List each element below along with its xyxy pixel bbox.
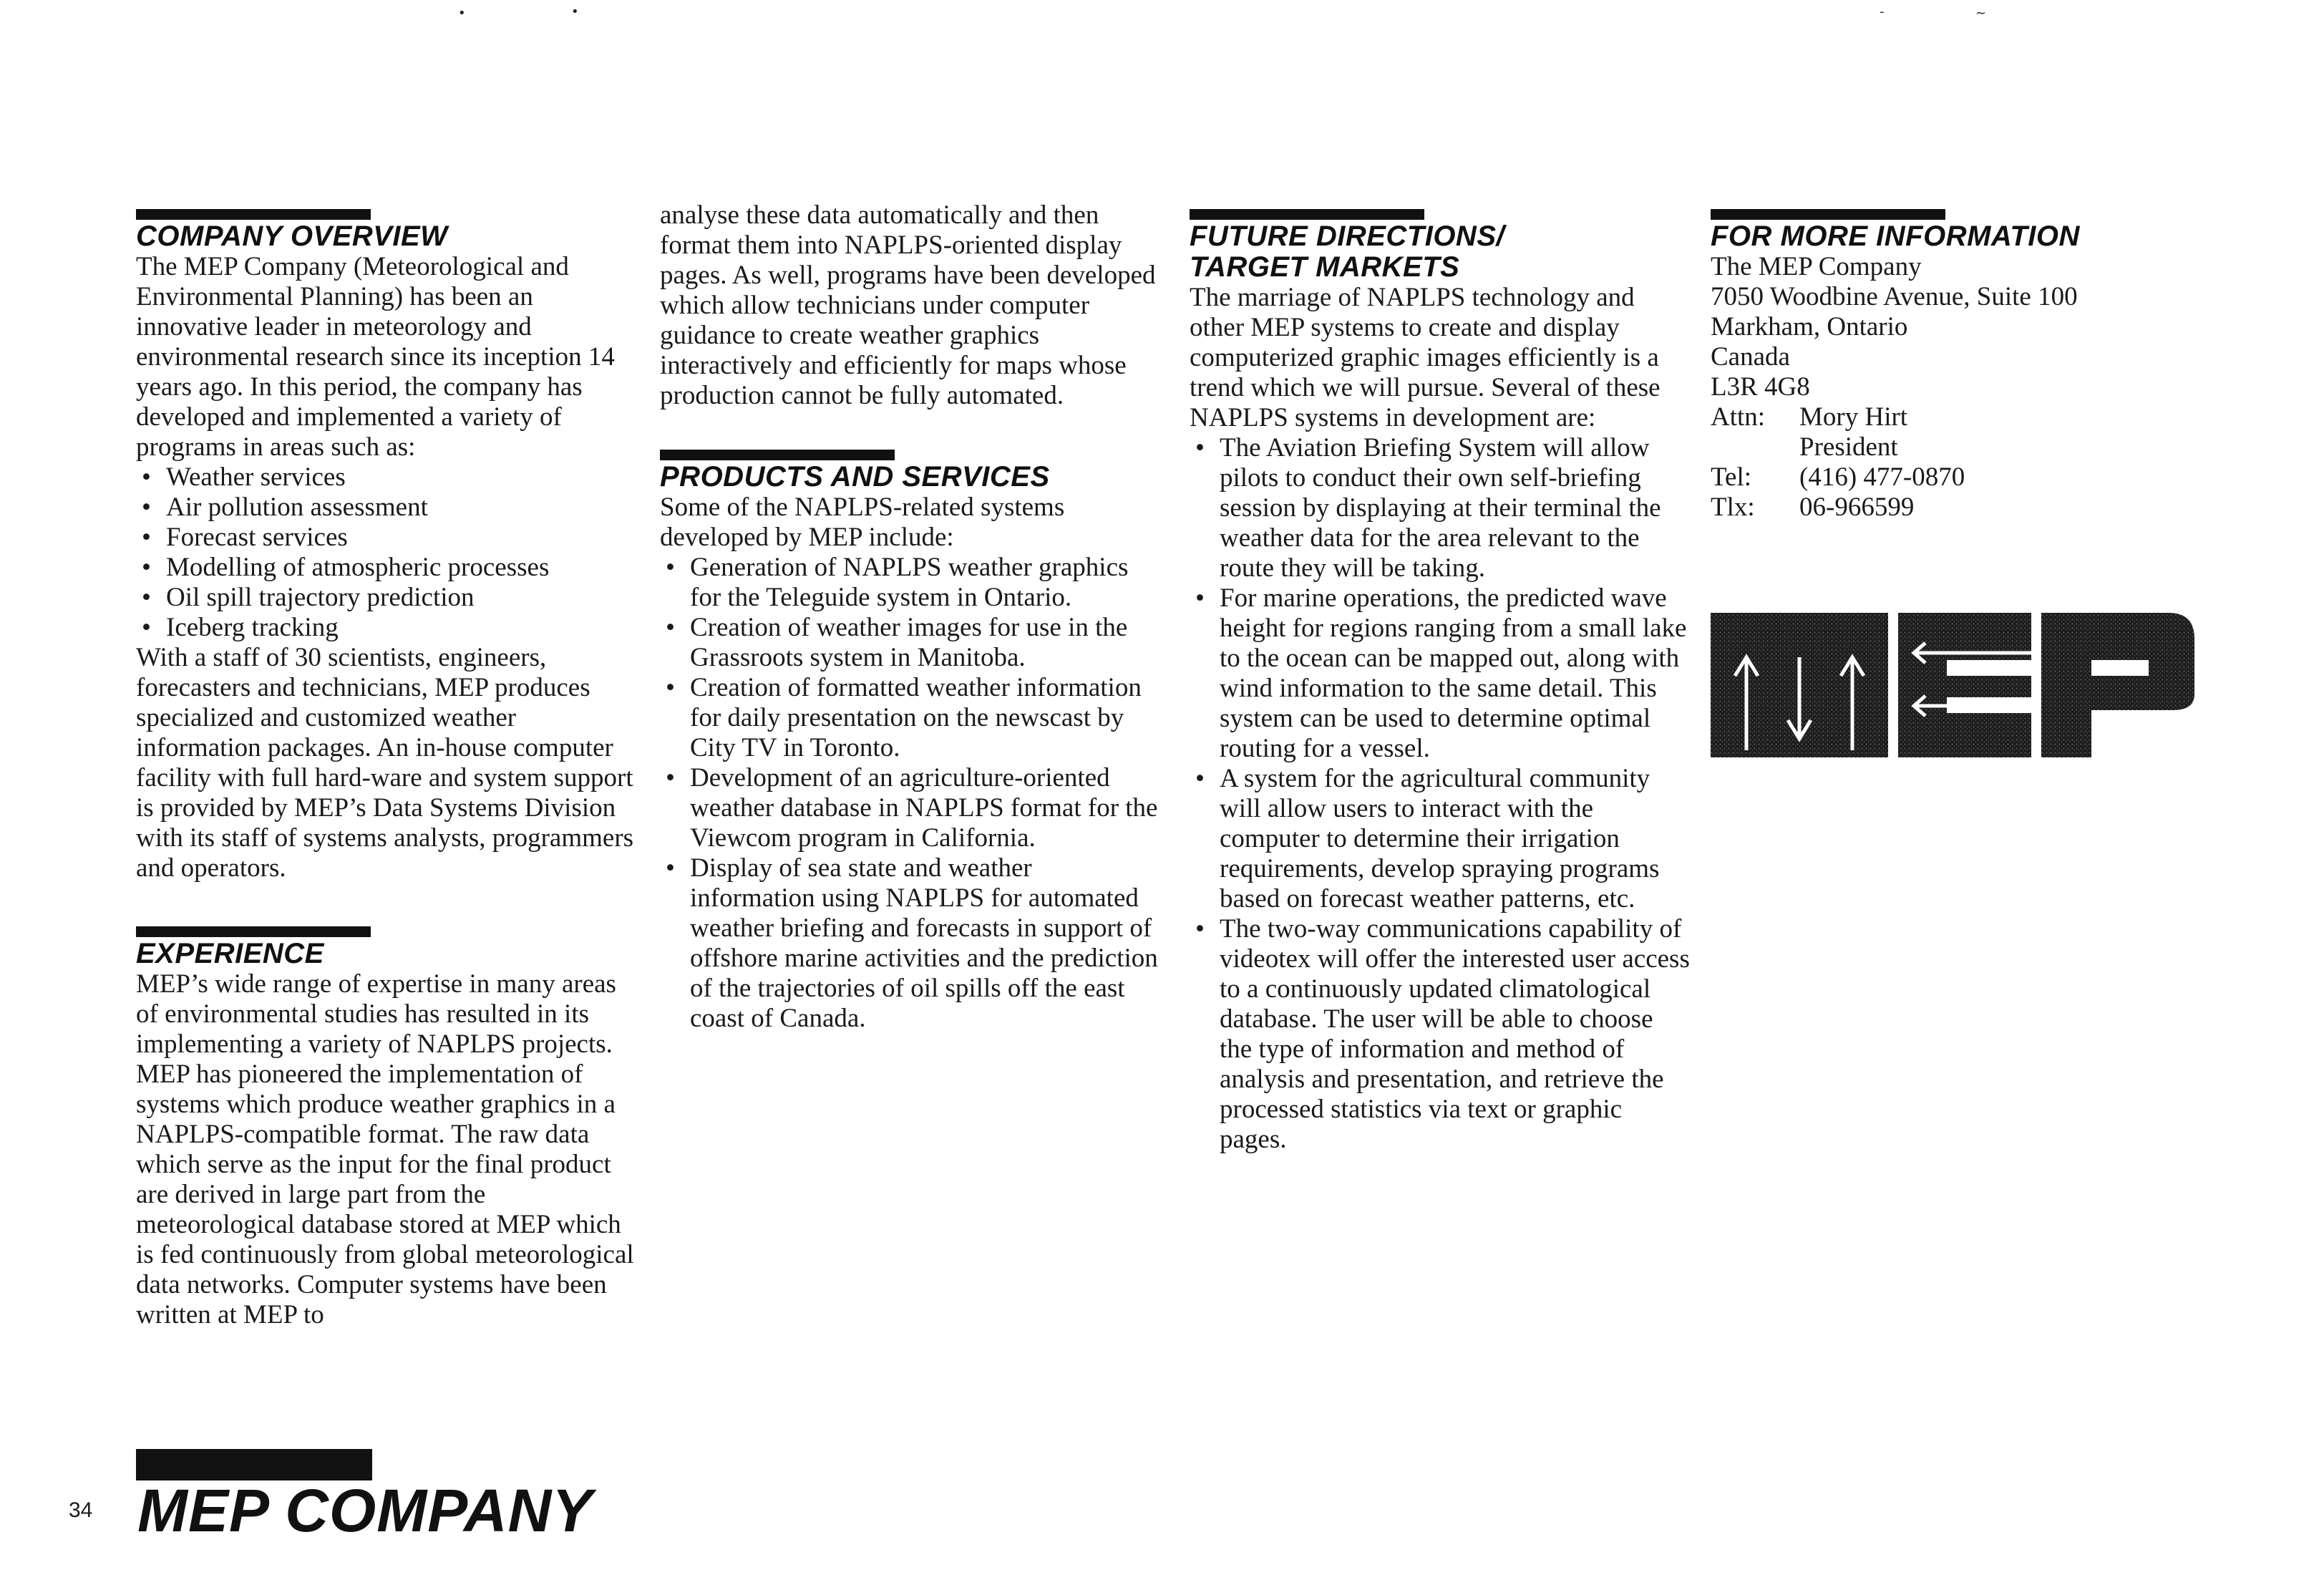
tlx-number: 06-966599 xyxy=(1799,493,1915,522)
column-3 xyxy=(1190,209,1691,1155)
experience-continued: analyse these data automatically and then format them into NAPLPS-oriented display pages. As well, programs have been developed which allow technicians under computer guidance to create weather graphics interactively and efficiently for maps whose production cannot be fully automated. xyxy=(660,200,1156,410)
list-item: • Forecast services xyxy=(136,523,637,553)
list-item: • Development of an agriculture-oriented weather database in NAPLPS format for the Viewcom program in California. xyxy=(660,763,1161,853)
list-item: • A system for the agricultural community will allow users to interact with the computer to determine their irrigation requirements, develop spraying programs based on forecast weather patterns, etc. xyxy=(1190,764,1691,914)
mep-logo xyxy=(1711,610,2197,760)
list-item: • For marine operations, the predicted wave height for regions ranging from a small lake to the ocean can be mapped out, along with wind information to the same detail. This system can be used to determine optimal routing for a vessel. xyxy=(1190,583,1691,764)
attn-title: President xyxy=(1799,432,1898,462)
products-intro: Some of the NAPLPS-related systems developed by MEP include: xyxy=(660,493,1065,552)
column-4 xyxy=(1711,209,2212,523)
contact-postal-code: L3R 4G8 xyxy=(1711,372,1810,402)
program-areas-list xyxy=(136,462,637,643)
contact-address: 7050 Woodbine Avenue, Suite 100 xyxy=(1711,282,2078,311)
future-heading-line1: FUTURE DIRECTIONS/ xyxy=(1190,220,1505,252)
list-item: • The two-way communications capability of videotex will offer the interested user access to a continuously updated climatological database. The user will be able to choose the type of information and method of analysis and presentation, and retrieve the processed statistics via text or graphic pages. xyxy=(1190,914,1691,1155)
attn-label: Attn: xyxy=(1711,402,1766,432)
column-1 xyxy=(136,209,637,1330)
print-speck: • xyxy=(458,6,466,21)
list-item: • The Aviation Briefing System will allow pilots to conduct their own self-briefing session by displaying at their terminal the weather data for the area relevant to the route they will be taking. xyxy=(1190,433,1691,583)
products-list xyxy=(660,553,1161,1034)
list-item: • Creation of weather images for use in the Grassroots system in Manitoba. xyxy=(660,613,1161,673)
tel-number: (416) 477-0870 xyxy=(1799,462,1965,492)
contact-company: The MEP Company xyxy=(1711,252,1922,281)
future-heading-line2: TARGET MARKETS xyxy=(1190,251,1460,283)
future-systems-list xyxy=(1190,433,1691,1155)
more-info-heading: FOR MORE INFORMATION xyxy=(1711,220,2080,252)
list-item: • Creation of formatted weather information for daily presentation on the newscast by City TV in Toronto. xyxy=(660,673,1161,763)
print-speck: ~ xyxy=(1975,6,1987,21)
contact-country: Canada xyxy=(1711,342,1790,372)
list-item: • Weather services xyxy=(136,462,637,493)
footer-rule xyxy=(136,1449,372,1480)
page-number: 34 xyxy=(69,1498,93,1522)
experience-heading: EXPERIENCE xyxy=(136,938,324,969)
section-rule xyxy=(1190,209,1424,220)
attn-name: Mory Hirt xyxy=(1799,402,1908,432)
section-rule xyxy=(136,926,371,937)
section-rule xyxy=(660,450,895,460)
list-item: • Iceberg tracking xyxy=(136,613,637,643)
footer-title: MEP COMPANY xyxy=(137,1477,593,1544)
company-overview-intro: The MEP Company (Meteorological and Environmental Planning) has been an innovative leader in meteorology and environmental research since its inception 14 years ago. In this period, the company has developed and implemented a variety of programs in areas such as: xyxy=(136,252,615,462)
tlx-label: Tlx: xyxy=(1711,493,1755,522)
list-item: • Air pollution assessment xyxy=(136,493,637,523)
column-2 xyxy=(660,200,1161,1034)
future-intro: The marriage of NAPLPS technology and other MEP systems to create and display computerized graphic images efficiently is a trend which we will pursue. Several of these NAPLPS systems in development are: xyxy=(1190,283,1661,432)
contact-table xyxy=(1711,402,1965,523)
list-item: • Modelling of atmospheric processes xyxy=(136,553,637,583)
list-item: • Generation of NAPLPS weather graphics for the Teleguide system in Ontario. xyxy=(660,553,1161,613)
experience-text: MEP’s wide range of expertise in many areas of environmental studies has resulted in its implementing a variety of NAPLPS projects. MEP has pioneered the implementation of systems which produce weather graphics in a NAPLPS-compatible format. The raw data which serve as the input for the final product are derived in large part from the meteorological database stored at MEP which is fed continuously from global meteorological data networks. Computer systems have been written at MEP to xyxy=(136,969,634,1329)
list-item: • Oil spill trajectory prediction xyxy=(136,583,637,613)
tel-label: Tel: xyxy=(1711,462,1751,492)
company-overview-heading: COMPANY OVERVIEW xyxy=(136,220,448,252)
section-rule xyxy=(1711,209,1945,220)
contact-city: Markham, Ontario xyxy=(1711,312,1908,341)
print-speck: - xyxy=(1880,4,1885,19)
products-heading: PRODUCTS AND SERVICES xyxy=(660,461,1050,493)
company-overview-staff: With a staff of 30 scientists, engineers, forecasters and technicians, MEP produces specialized and customized weather information packages. An in-house computer facility with full hard-ware and system support is provided by MEP’s Data Systems Division with its staff of systems analysts, programmers and operators. xyxy=(136,643,634,883)
list-item: • Display of sea state and weather information using NAPLPS for automated weather briefing and forecasts in support of offshore marine activities and the prediction of the trajectories of oil spills off the east coast of Canada. xyxy=(660,853,1161,1034)
section-rule xyxy=(136,209,371,220)
print-speck: • xyxy=(571,4,579,19)
